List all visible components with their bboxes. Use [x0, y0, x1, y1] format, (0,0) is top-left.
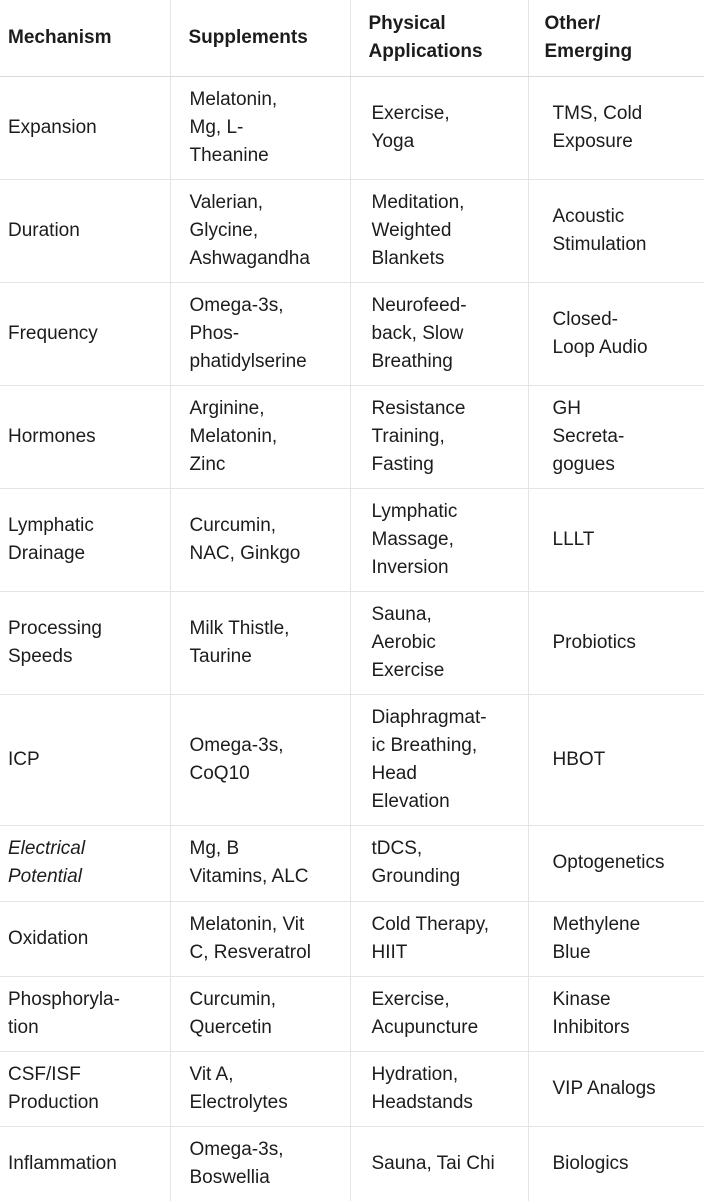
cell-mechanism: Hormones: [0, 385, 170, 488]
cell-other: Closed- Loop Audio: [528, 282, 704, 385]
cell-mechanism: Duration: [0, 179, 170, 282]
table-row: [0, 179, 704, 282]
table-row: [0, 76, 704, 179]
cell-other: LLLT: [528, 488, 704, 591]
header-row: [0, 0, 704, 76]
cell-supplements: Curcumin, NAC, Ginkgo: [170, 488, 350, 591]
table-row: [0, 282, 704, 385]
cell-physical: Resistance Training, Fasting: [350, 385, 528, 488]
cell-mechanism: Lymphatic Drainage: [0, 488, 170, 591]
cell-supplements: Omega-3s, CoQ10: [170, 694, 350, 825]
cell-supplements: Melatonin, Mg, L- Theanine: [170, 76, 350, 179]
cell-other: GH Secreta- gogues: [528, 385, 704, 488]
cell-other: HBOT: [528, 694, 704, 825]
cell-physical: Sauna, Tai Chi: [350, 1126, 528, 1201]
table-body: [0, 76, 704, 1201]
cell-supplements: Mg, B Vitamins, ALC: [170, 825, 350, 901]
table-row: [0, 694, 704, 825]
cell-physical: Exercise, Yoga: [350, 76, 528, 179]
cell-mechanism: ICP: [0, 694, 170, 825]
cell-physical: Meditation, Weighted Blankets: [350, 179, 528, 282]
table-row: [0, 825, 704, 901]
cell-supplements: Curcumin, Quercetin: [170, 976, 350, 1051]
cell-physical: Exercise, Acupuncture: [350, 976, 528, 1051]
cell-other: Biologics: [528, 1126, 704, 1201]
cell-supplements: Arginine, Melatonin, Zinc: [170, 385, 350, 488]
cell-other: Probiotics: [528, 591, 704, 694]
cell-mechanism: Processing Speeds: [0, 591, 170, 694]
table-row: [0, 385, 704, 488]
cell-other: Acoustic Stimulation: [528, 179, 704, 282]
table-row: [0, 488, 704, 591]
cell-supplements: Omega-3s, Boswellia: [170, 1126, 350, 1201]
table-row: [0, 1126, 704, 1201]
table-header: [0, 0, 704, 76]
cell-other: Kinase Inhibitors: [528, 976, 704, 1051]
cell-supplements: Melatonin, Vit C, Resveratrol: [170, 901, 350, 976]
cell-physical: Lymphatic Massage, Inversion: [350, 488, 528, 591]
table-row: [0, 591, 704, 694]
cell-other: Optogenetics: [528, 825, 704, 901]
cell-mechanism: Frequency: [0, 282, 170, 385]
cell-other: Methylene Blue: [528, 901, 704, 976]
header-supplements: Supplements: [170, 0, 350, 76]
header-other-emerging: Other/ Emerging: [528, 0, 704, 76]
cell-mechanism: Expansion: [0, 76, 170, 179]
table-row: [0, 1051, 704, 1126]
cell-physical: Neurofeed- back, Slow Breathing: [350, 282, 528, 385]
cell-mechanism: Oxidation: [0, 901, 170, 976]
cell-mechanism: CSF/ISF Production: [0, 1051, 170, 1126]
cell-supplements: Milk Thistle, Taurine: [170, 591, 350, 694]
cell-physical: Hydration, Headstands: [350, 1051, 528, 1126]
cell-physical: Diaphragmat- ic Breathing, Head Elevation: [350, 694, 528, 825]
cell-other: TMS, Cold Exposure: [528, 76, 704, 179]
cell-supplements: Vit A, Electrolytes: [170, 1051, 350, 1126]
header-physical-applications: Physical Applications: [350, 0, 528, 76]
cell-other: VIP Analogs: [528, 1051, 704, 1126]
cell-supplements: Valerian, Glycine, Ashwagandha: [170, 179, 350, 282]
cell-physical: tDCS, Grounding: [350, 825, 528, 901]
cell-mechanism: Electrical Potential: [0, 825, 170, 901]
header-mechanism: Mechanism: [0, 0, 170, 76]
table-row: [0, 901, 704, 976]
cell-physical: Cold Therapy, HIIT: [350, 901, 528, 976]
table-row: [0, 976, 704, 1051]
cell-mechanism: Inflammation: [8, 1152, 117, 1174]
cell-mechanism: Phosphoryla- tion: [0, 976, 170, 1051]
cell-physical: Sauna, Aerobic Exercise: [350, 591, 528, 694]
cell-supplements: Omega-3s, Phos- phatidylserine: [170, 282, 350, 385]
